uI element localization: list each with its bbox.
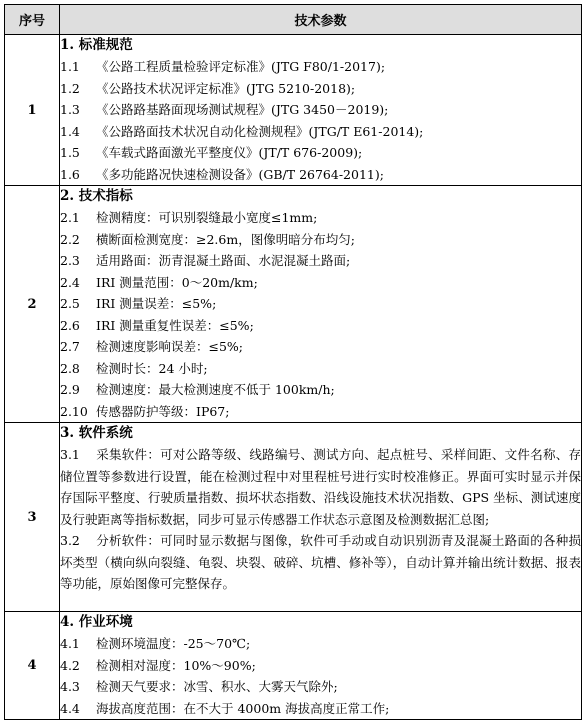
list-item: 2.6 IRI 测量重复性误差：≤5%; xyxy=(60,317,254,333)
list-item: 4.1 检测环境温度：-25～70℃; xyxy=(60,636,251,651)
table-row xyxy=(5,186,582,423)
list-item: 4.2 检测相对湿度：10%～90%; xyxy=(60,657,256,673)
header-row xyxy=(5,5,582,35)
section-title: 4. 作业环境 xyxy=(60,614,133,630)
list-item: 1.6 《多功能路况快速检测设备》(GB/T 26764-2011); xyxy=(60,166,384,182)
row-index: 4 xyxy=(5,612,60,720)
list-item: 1.3 《公路路基路面现场测试规程》(JTG 3450－2019); xyxy=(60,102,389,117)
list-item: 1.5 《车载式路面激光平整度仪》(JT/T 676-2009); xyxy=(60,145,363,160)
row-content xyxy=(60,35,582,186)
table-row xyxy=(5,423,582,612)
list-item: 2.3 适用路面：沥青混凝土路面、水泥混凝土路面; xyxy=(60,253,351,268)
list-item: 1.1 《公路工程质量检验评定标准》(JTG F80/1-2017); xyxy=(60,59,386,74)
list-item: 1.2 《公路技术状况评定标准》(JTG 5210-2018); xyxy=(60,80,356,96)
list-item: 1.4 《公路路面技术状况自动化检测规程》(JTG/T E61-2014); xyxy=(60,123,424,139)
row-index: 2 xyxy=(5,186,60,423)
header-params: 技术参数 xyxy=(60,5,582,35)
list-item: 2.8 检测时长：24 小时; xyxy=(60,360,208,376)
list-item: 2.4 IRI 测量范围：0～20m/km; xyxy=(60,274,258,290)
row-content xyxy=(60,423,582,612)
tech-params-table xyxy=(4,4,582,720)
list-item: 2.2 横断面检测宽度：≥2.6m，图像明暗分布均匀; xyxy=(60,231,355,247)
list-item: 2.9 检测速度：最大检测速度不低于 100km/h; xyxy=(60,382,335,397)
section-title: 3. 软件系统 xyxy=(60,425,133,441)
paragraph-item: 3.2 分析软件：可同时显示数据与图像，软件可手动或自动识别沥青及混凝土路面的各种损坏类型（横向纵向裂缝、龟裂、块裂、破碎、坑槽、修补等），自动计算并输出统计数据、报表等功能，原始图像可完整保存。 xyxy=(60,533,581,591)
row-index: 1 xyxy=(5,35,60,186)
list-item: 2.1 检测精度：可识别裂缝最小宽度≤1mm; xyxy=(60,210,318,225)
header-index: 序号 xyxy=(5,5,60,35)
list-item: 2.10 传感器防护等级：IP67; xyxy=(60,403,230,419)
table-row xyxy=(5,35,582,186)
paragraph-item: 3.1 采集软件：可对公路等级、线路编号、测试方向、起点桩号、采样间距、文件名称、存储位置等参数进行设置，能在检测过程中对里程桩号进行实时校准修正。界面可实时显示并保存国际平整度、行驶质量指数、损坏状态指数、沿线设施技术状况指数、GPS 坐标、测试速度及行驶距离等指标数据，同步可显示传感器工作状态示意图及检测数据汇总图; xyxy=(60,447,581,527)
row-index: 3 xyxy=(5,423,60,612)
list-item: 4.4 海拔高度范围：在不大于 4000m 海拔高度正常工作; xyxy=(60,700,390,716)
section-title: 2. 技术指标 xyxy=(60,188,133,204)
list-item: 2.5 IRI 测量误差：≤5%; xyxy=(60,296,217,311)
list-item: 4.3 检测天气要求：冰雪、积水、大雾天气除外; xyxy=(60,679,338,694)
row-content xyxy=(60,612,582,720)
section-title: 1. 标准规范 xyxy=(60,37,133,53)
row-content xyxy=(60,186,582,423)
list-item: 2.7 检测速度影响误差：≤5%; xyxy=(60,339,244,354)
table-row xyxy=(5,612,582,720)
